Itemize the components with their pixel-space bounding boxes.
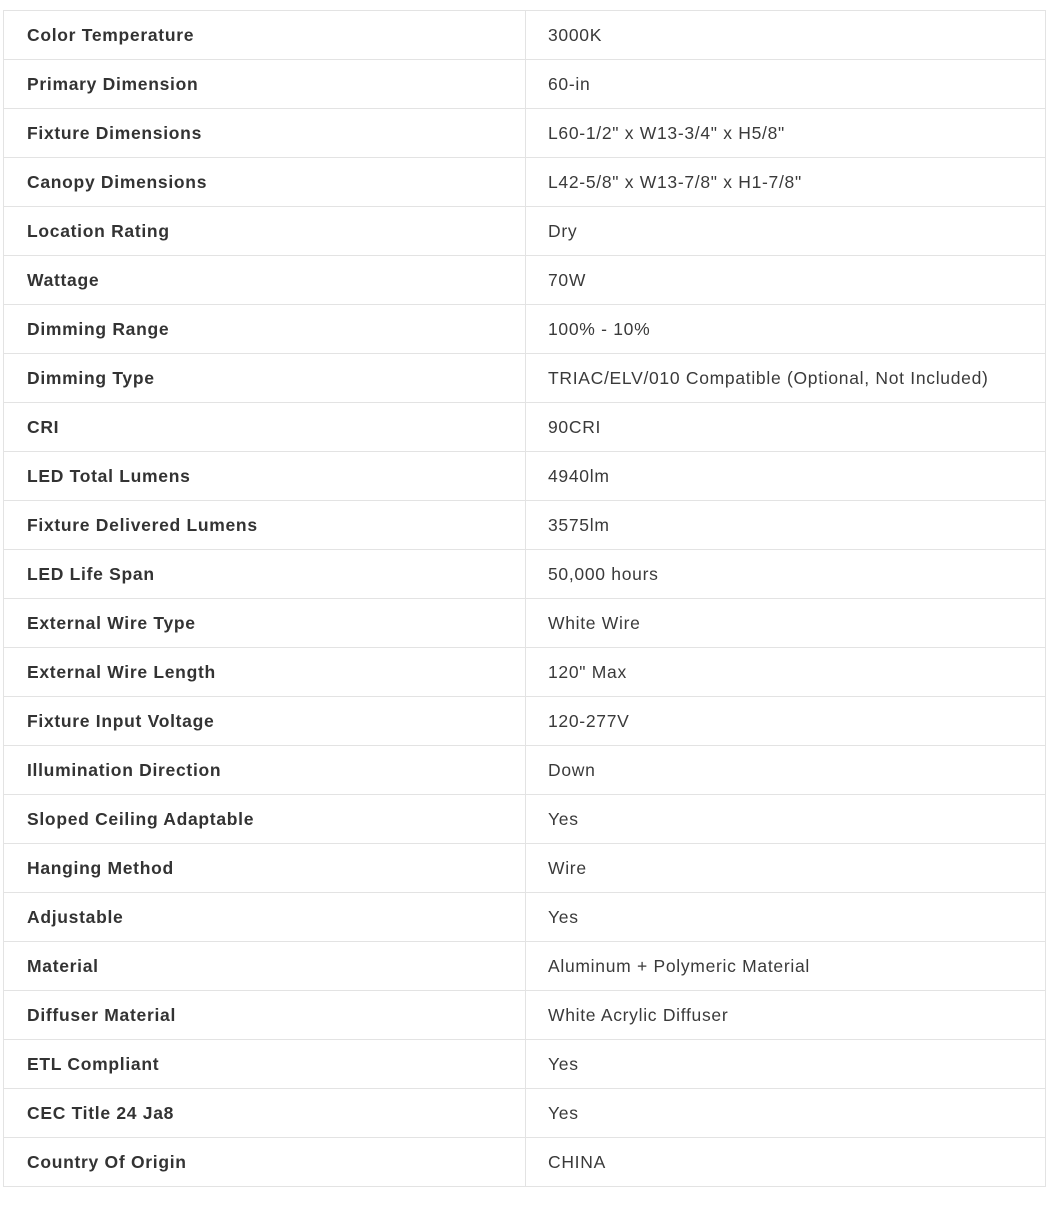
spec-row xyxy=(4,550,1046,599)
specifications-table xyxy=(3,10,1046,1187)
spec-value: 50,000 hours xyxy=(526,550,1046,599)
spec-value: Yes xyxy=(526,1089,1046,1138)
spec-label: External Wire Length xyxy=(4,648,526,697)
spec-row xyxy=(4,60,1046,109)
spec-label: Hanging Method xyxy=(4,844,526,893)
spec-label: Country Of Origin xyxy=(4,1138,526,1187)
spec-value: CHINA xyxy=(526,1138,1046,1187)
spec-value: 120-277V xyxy=(526,697,1046,746)
spec-value: Dry xyxy=(526,207,1046,256)
spec-row xyxy=(4,648,1046,697)
spec-value: L60-1/2" x W13-3/4" x H5/8" xyxy=(526,109,1046,158)
spec-label: Material xyxy=(4,942,526,991)
spec-label: Adjustable xyxy=(4,893,526,942)
spec-label: Primary Dimension xyxy=(4,60,526,109)
spec-label: Location Rating xyxy=(4,207,526,256)
spec-value: Wire xyxy=(526,844,1046,893)
spec-row xyxy=(4,305,1046,354)
spec-row xyxy=(4,452,1046,501)
spec-value: Down xyxy=(526,746,1046,795)
spec-value: 4940lm xyxy=(526,452,1046,501)
spec-label: CEC Title 24 Ja8 xyxy=(4,1089,526,1138)
spec-value: Yes xyxy=(526,795,1046,844)
spec-value: White Wire xyxy=(526,599,1046,648)
spec-row xyxy=(4,942,1046,991)
spec-row xyxy=(4,1138,1046,1187)
spec-row xyxy=(4,256,1046,305)
spec-label: Fixture Dimensions xyxy=(4,109,526,158)
spec-value: 60-in xyxy=(526,60,1046,109)
spec-label: Color Temperature xyxy=(4,11,526,60)
spec-row xyxy=(4,599,1046,648)
spec-row xyxy=(4,501,1046,550)
spec-value: Yes xyxy=(526,893,1046,942)
spec-value: L42-5/8" x W13-7/8" x H1-7/8" xyxy=(526,158,1046,207)
spec-label: CRI xyxy=(4,403,526,452)
spec-value: 120" Max xyxy=(526,648,1046,697)
spec-row xyxy=(4,207,1046,256)
spec-row xyxy=(4,991,1046,1040)
spec-value: White Acrylic Diffuser xyxy=(526,991,1046,1040)
spec-row xyxy=(4,354,1046,403)
spec-label: External Wire Type xyxy=(4,599,526,648)
spec-row xyxy=(4,109,1046,158)
spec-row xyxy=(4,746,1046,795)
spec-row xyxy=(4,1089,1046,1138)
spec-value: 3575lm xyxy=(526,501,1046,550)
spec-row xyxy=(4,403,1046,452)
spec-row xyxy=(4,11,1046,60)
spec-value: 3000K xyxy=(526,11,1046,60)
spec-value: Aluminum + Polymeric Material xyxy=(526,942,1046,991)
spec-label: Dimming Type xyxy=(4,354,526,403)
spec-label: ETL Compliant xyxy=(4,1040,526,1089)
spec-row xyxy=(4,893,1046,942)
spec-row xyxy=(4,697,1046,746)
spec-value: Yes xyxy=(526,1040,1046,1089)
spec-label: Diffuser Material xyxy=(4,991,526,1040)
spec-row xyxy=(4,1040,1046,1089)
specifications-body xyxy=(4,11,1046,1187)
spec-label: Fixture Delivered Lumens xyxy=(4,501,526,550)
spec-value: 70W xyxy=(526,256,1046,305)
spec-row xyxy=(4,795,1046,844)
spec-label: Canopy Dimensions xyxy=(4,158,526,207)
spec-label: Wattage xyxy=(4,256,526,305)
spec-value: 90CRI xyxy=(526,403,1046,452)
spec-value: TRIAC/ELV/010 Compatible (Optional, Not Included) xyxy=(526,354,1046,403)
spec-label: Fixture Input Voltage xyxy=(4,697,526,746)
spec-value: 100% - 10% xyxy=(526,305,1046,354)
spec-label: LED Total Lumens xyxy=(4,452,526,501)
spec-label: LED Life Span xyxy=(4,550,526,599)
spec-label: Sloped Ceiling Adaptable xyxy=(4,795,526,844)
spec-label: Dimming Range xyxy=(4,305,526,354)
spec-row xyxy=(4,158,1046,207)
spec-label: Illumination Direction xyxy=(4,746,526,795)
spec-row xyxy=(4,844,1046,893)
